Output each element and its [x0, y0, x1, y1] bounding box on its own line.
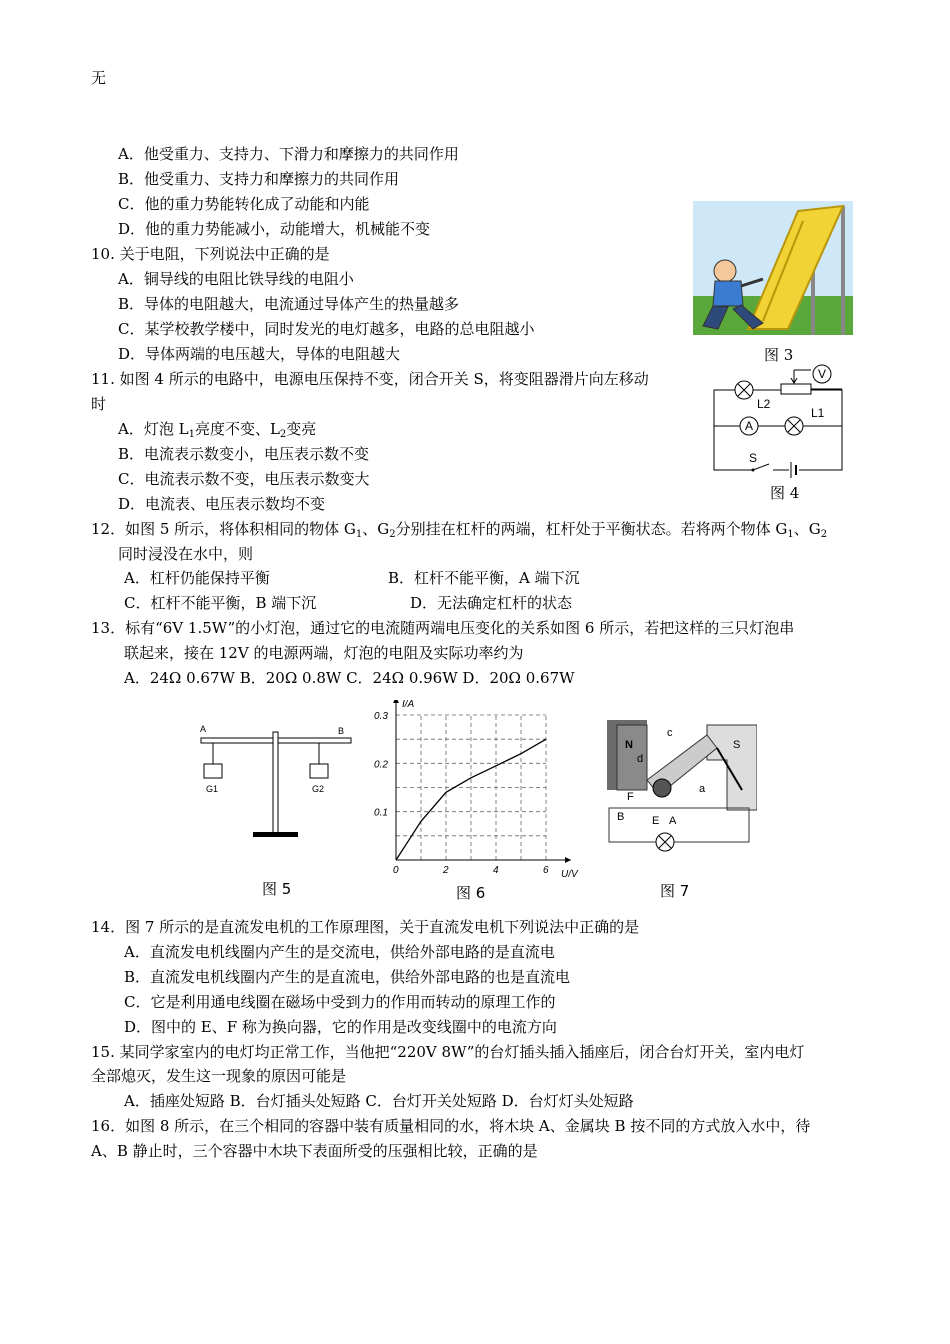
series-line: [396, 739, 546, 860]
q15-stem-line2: 全部熄灭，发生这一现象的原因可能是: [91, 1067, 347, 1085]
figure-3-slide: [693, 201, 853, 335]
svg-text:A: A: [669, 815, 677, 827]
q14-option-b: B．直流发电机线圈内产生的是直流电，供给外部电路的也是直流电: [124, 968, 571, 986]
x-axis-arrow: [565, 857, 571, 863]
svg-text:S: S: [733, 739, 741, 751]
q10-option-a: A．铜导线的电阻比铁导线的电阻小: [118, 270, 354, 288]
y-axis-label: I/A: [402, 700, 415, 710]
q10-stem: 10. 关于电阻，下列说法中正确的是: [91, 245, 330, 263]
svg-text:L1: L1: [811, 406, 825, 420]
rheostat-icon: [781, 384, 811, 394]
q11-stem-line1: 11. 如图 4 所示的电路中，电源电压保持不变，闭合开关 S，将变阻器滑片向左移动: [91, 370, 649, 388]
x-axis-label: U/V: [561, 869, 578, 880]
svg-text:L2: L2: [757, 397, 771, 411]
q12-option-a: A．杠杆仍能保持平衡: [124, 569, 270, 587]
q15-stem-line1: 15. 某同学家室内的电灯均正常工作，当他把“220V 8W”的台灯插头插入插座后，闭合台灯开关，室内电灯: [91, 1043, 805, 1061]
q11-option-d: D．电流表、电压表示数均不变: [118, 495, 326, 513]
q12-option-d: D．无法确定杠杆的状态: [410, 594, 573, 612]
figure-4-caption: 图 4: [770, 484, 800, 502]
q10-option-d: D．导体两端的电压越大，导体的电阻越大: [118, 345, 401, 363]
q16-stem-line1: 16．如图 8 所示，在三个相同的容器中装有质量相同的水，将木块 A、金属块 B 按不同的方式放入水中，待: [91, 1117, 811, 1135]
svg-text:V: V: [818, 367, 827, 381]
q11-stem-line2: 时: [91, 395, 107, 413]
figure-7-generator: [607, 720, 757, 855]
svg-text:A: A: [745, 419, 754, 433]
y-tick-label: 0.3: [374, 711, 388, 722]
svg-text:G2: G2: [312, 784, 325, 794]
q9-option-c: C．他的重力势能转化成了动能和内能: [118, 195, 370, 213]
x-tick-label: 4: [493, 865, 499, 876]
figure-4-circuit: [709, 360, 849, 480]
q10-option-c: C．某学校教学楼中，同时发光的电灯越多，电路的总电阻越小: [118, 320, 535, 338]
figure-3-caption: 图 3: [764, 346, 794, 364]
svg-text:c: c: [667, 727, 673, 739]
q14-stem: 14．图 7 所示的是直流发电机的工作原理图，关于直流发电机下列说法中正确的是: [91, 918, 640, 936]
svg-text:N: N: [625, 739, 633, 751]
q12-stem-line2: 同时浸没在水中，则: [118, 545, 254, 563]
q11-option-c: C．电流表示数不变，电压表示数变大: [118, 470, 370, 488]
q12-option-b: B．杠杆不能平衡，A 端下沉: [388, 569, 580, 587]
q13-stem-line1: 13．标有“6V 1.5W”的小灯泡，通过它的电流随两端电压变化的关系如图 6 所示，若把这样的三只灯泡串: [91, 619, 795, 637]
figure-6-chart: [366, 700, 586, 885]
q12-stem-line1: 12．如图 5 所示，将体积相同的物体 $G_1$、$G_2$分别挂在杠杆的两端，杠杆处于平衡状态。若将两个物体 $G_1$、$G_2$: [91, 520, 828, 540]
svg-text:B: B: [338, 726, 345, 736]
svg-text:S: S: [749, 451, 758, 465]
q16-stem-line2: A、B 静止时，三个容器中木块下表面所受的压强相比较，正确的是: [91, 1142, 538, 1160]
figure-5-lever: [196, 722, 356, 847]
q13-options: A．24Ω 0.67W B．20Ω 0.8W C．24Ω 0.96W D．20Ω 0.67W: [124, 669, 575, 687]
figure-6-caption: 图 6: [456, 884, 486, 902]
q12-option-c: C．杠杆不能平衡，B 端下沉: [124, 594, 317, 612]
svg-text:E: E: [652, 815, 660, 827]
q14-option-d: D．图中的 E、F 称为换向器，它的作用是改变线圈中的电流方向: [124, 1018, 557, 1036]
svg-text:G1: G1: [206, 784, 219, 794]
q9-option-d: D．他的重力势能减小，动能增大，机械能不变: [118, 220, 431, 238]
svg-text:A: A: [200, 724, 207, 734]
q15-options: A．插座处短路 B．台灯插头处短路 C．台灯开关处短路 D．台灯灯头处短路: [124, 1092, 634, 1110]
x-tick-label: 6: [543, 865, 549, 876]
q9-option-a: A．他受重力、支持力、下滑力和摩擦力的共同作用: [118, 145, 459, 163]
q14-option-c: C．它是利用通电线圈在磁场中受到力的作用而转动的原理工作的: [124, 993, 556, 1011]
page-header: 无: [91, 69, 107, 87]
x-tick-label: 2: [443, 865, 449, 876]
svg-text:a: a: [699, 783, 706, 795]
q9-option-b: B．他受重力、支持力和摩擦力的共同作用: [118, 170, 400, 188]
y-tick-label: 0.2: [374, 759, 388, 771]
y-axis-arrow: [393, 700, 399, 703]
q14-option-a: A．直流发电机线圈内产生的是交流电，供给外部电路的是直流电: [124, 943, 555, 961]
q11-option-b: B．电流表示数变小，电压表示数不变: [118, 445, 370, 463]
q10-option-b: B．导体的电阻越大，电流通过导体产生的热量越多: [118, 295, 460, 313]
svg-text:d: d: [637, 753, 644, 765]
q13-stem-line2: 联起来，接在 12V 的电源两端，灯泡的电阻及实际功率约为: [124, 644, 524, 662]
x-tick-label: 0: [393, 865, 399, 876]
q11-option-a: A．灯泡 $L_1$亮度不变、$L_2$变亮: [118, 420, 317, 440]
svg-text:B: B: [617, 811, 625, 823]
figure-7-caption: 图 7: [660, 882, 690, 900]
svg-text:F: F: [627, 791, 634, 803]
figure-5-caption: 图 5: [262, 880, 292, 898]
y-tick-label: 0.1: [374, 807, 388, 819]
